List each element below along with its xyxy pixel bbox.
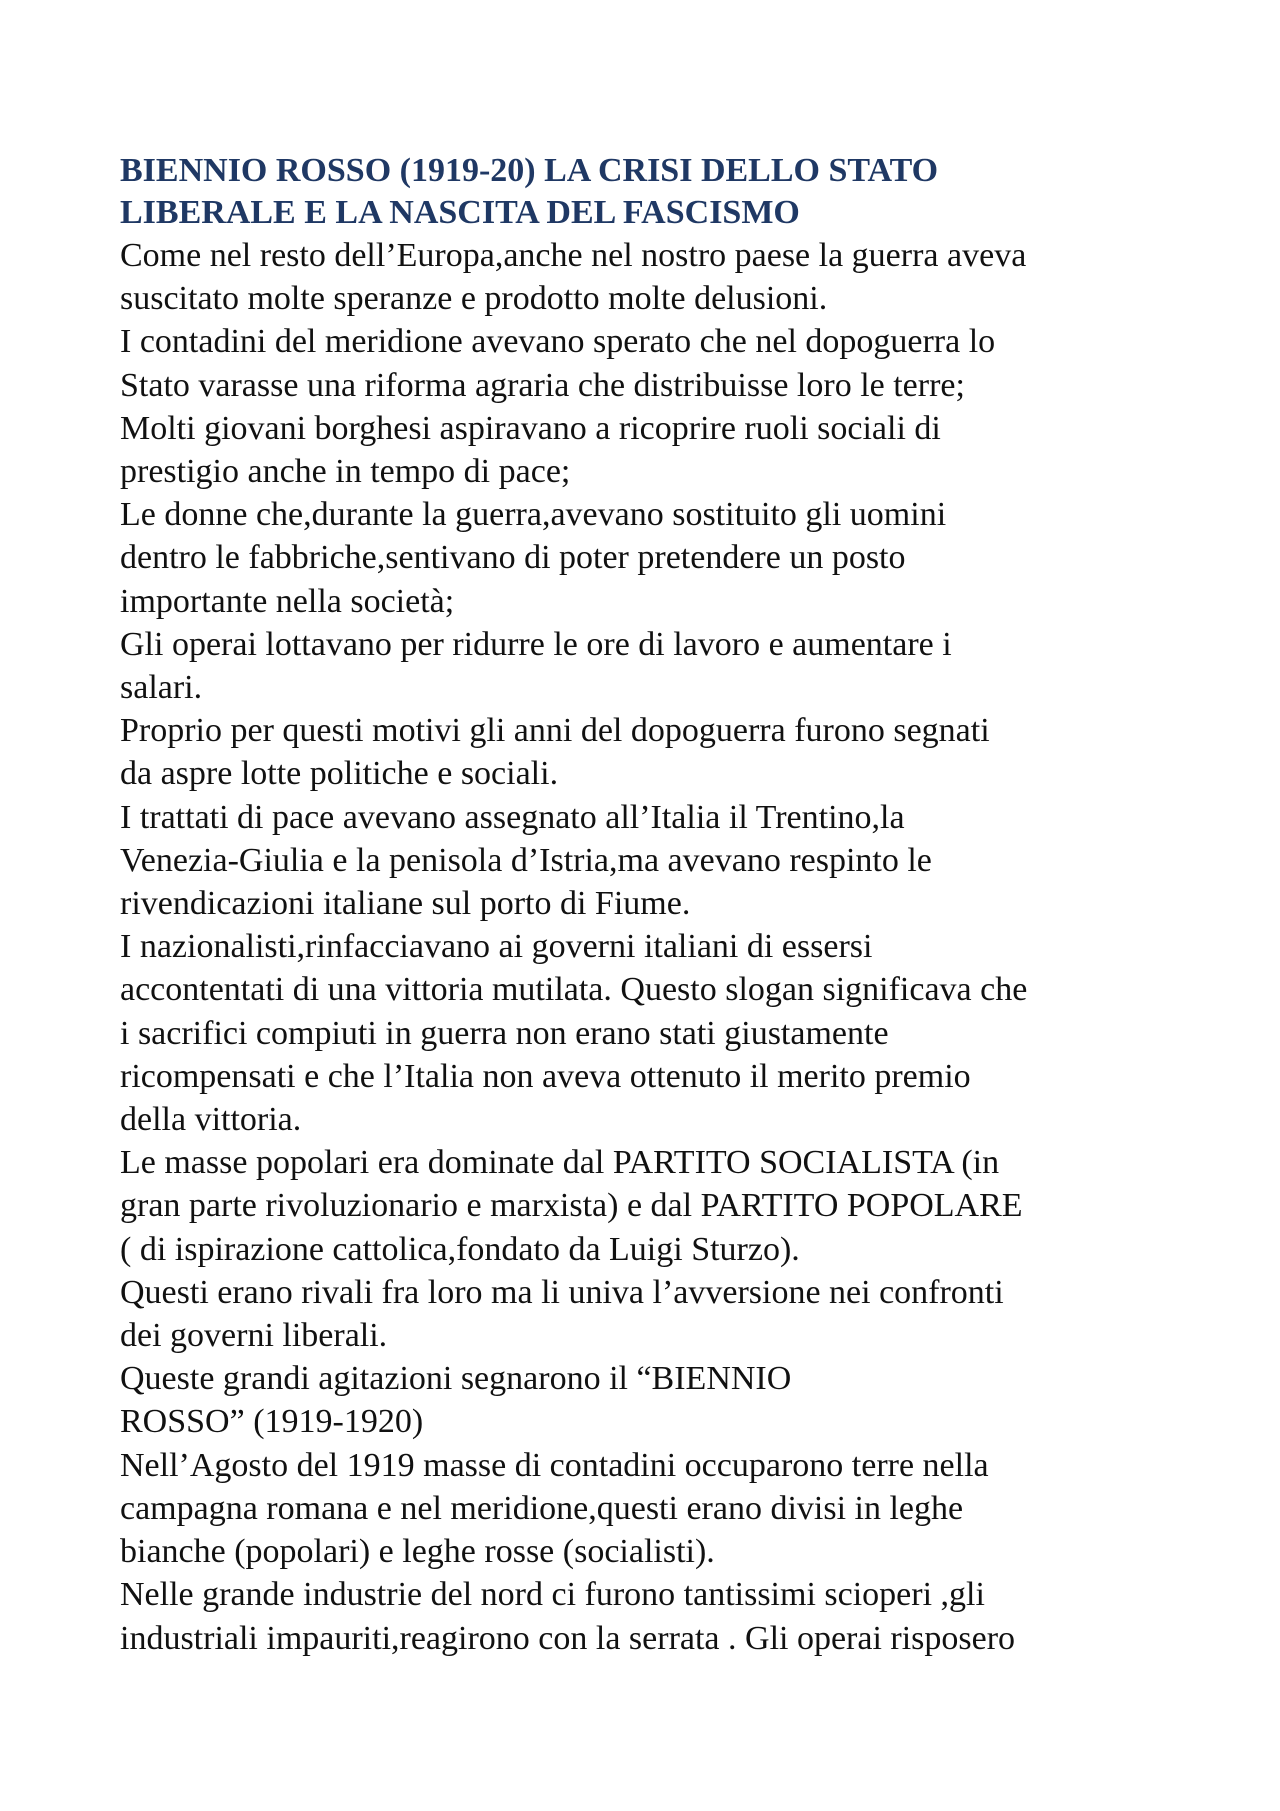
body-line: prestigio anche in tempo di pace; bbox=[120, 453, 571, 491]
body-line: Molti giovani borghesi aspiravano a ricoprire ruoli sociali di bbox=[120, 409, 941, 447]
body-line: Proprio per questi motivi gli anni del dopoguerra furono segnati bbox=[120, 712, 990, 750]
body-line: i sacrifici compiuti in guerra non erano stati giustamente bbox=[120, 1014, 889, 1052]
body-line: I nazionalisti,rinfacciavano ai governi italiani di essersi bbox=[120, 928, 873, 966]
body-line: I contadini del meridione avevano sperato che nel dopoguerra lo bbox=[120, 323, 996, 361]
body-line: da aspre lotte politiche e sociali. bbox=[120, 755, 559, 793]
body-line: salari. bbox=[120, 669, 203, 707]
body-line: Gli operai lottavano per ridurre le ore di lavoro e aumentare i bbox=[120, 625, 952, 663]
document-page bbox=[120, 150, 1180, 1660]
body-line: dei governi liberali. bbox=[120, 1317, 388, 1355]
body-line: Le masse popolari era dominate dal PARTITO SOCIALISTA (in bbox=[120, 1144, 1000, 1182]
body-line: dentro le fabbriche,sentivano di poter pretendere un posto bbox=[120, 539, 906, 577]
body-line: campagna romana e nel meridione,questi erano divisi in leghe bbox=[120, 1489, 964, 1527]
body-line: ricompensati e che l’Italia non aveva ottenuto il merito premio bbox=[120, 1057, 971, 1095]
body-line: della vittoria. bbox=[120, 1101, 302, 1139]
body-line: Come nel resto dell’Europa,anche nel nostro paese la guerra aveva bbox=[120, 237, 1027, 274]
document-body bbox=[120, 234, 1180, 1660]
title-line: BIENNIO ROSSO (1919-20) LA CRISI DELLO STATO bbox=[120, 152, 939, 189]
body-line: bianche (popolari) e leghe rosse (socialisti). bbox=[120, 1533, 715, 1571]
body-line: gran parte rivoluzionario e marxista) e dal PARTITO POPOLARE bbox=[120, 1187, 1023, 1225]
body-line: accontentati di una vittoria mutilata. Questo slogan significava che bbox=[120, 971, 1028, 1009]
body-line: importante nella società; bbox=[120, 582, 455, 620]
document-title bbox=[120, 150, 1180, 234]
title-line: LIBERALE E LA NASCITA DEL FASCISMO bbox=[120, 194, 800, 231]
body-line: Stato varasse una riforma agraria che distribuisse loro le terre; bbox=[120, 366, 965, 404]
body-line: Questi erano rivali fra loro ma li univa l’avversione nei confronti bbox=[120, 1273, 1004, 1311]
body-line: Queste grandi agitazioni segnarono il “BIENNIO bbox=[120, 1360, 792, 1398]
body-line: rivendicazioni italiane sul porto di Fiume. bbox=[120, 885, 691, 923]
body-line: Venezia-Giulia e la penisola d’Istria,ma avevano respinto le bbox=[120, 841, 932, 879]
body-line: Le donne che,durante la guerra,avevano sostituito gli uomini bbox=[120, 496, 947, 534]
body-line: ROSSO” (1919-1920) bbox=[120, 1403, 424, 1441]
body-line: Nell’Agosto del 1919 masse di contadini occuparono terre nella bbox=[120, 1446, 989, 1484]
body-line: suscitato molte speranze e prodotto molte delusioni. bbox=[120, 280, 828, 318]
body-line: Nelle grande industrie del nord ci furono tantissimi scioperi ,gli bbox=[120, 1576, 985, 1614]
body-line: ( di ispirazione cattolica,fondato da Luigi Sturzo). bbox=[120, 1230, 800, 1268]
body-line: I trattati di pace avevano assegnato all’Italia il Trentino,la bbox=[120, 798, 905, 836]
body-line: industriali impauriti,reagirono con la serrata . Gli operai risposero bbox=[120, 1619, 1016, 1657]
